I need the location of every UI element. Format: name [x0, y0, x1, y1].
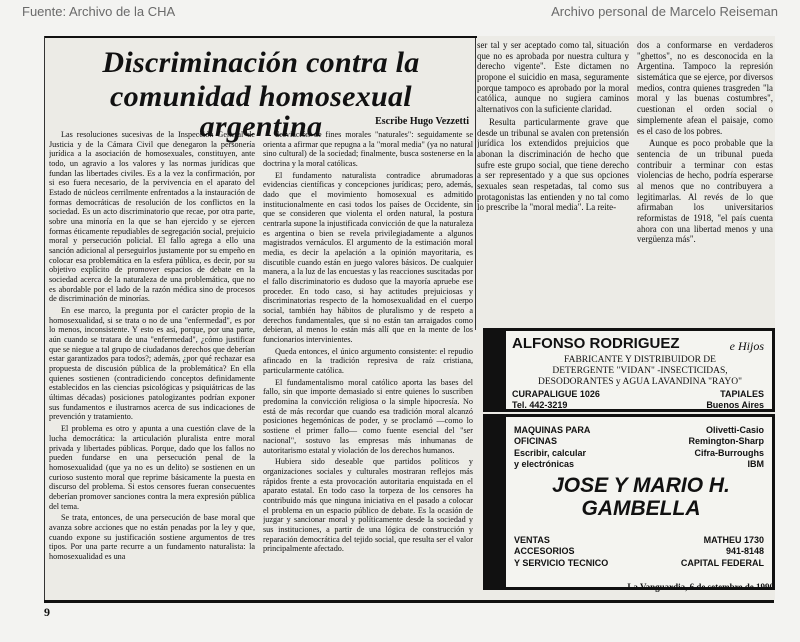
headline-line-1: Discriminación contra la: [102, 46, 420, 79]
dateline: La Vanguardia, 6 de setembre de 1990: [627, 582, 774, 592]
advertisement-alfonso-rodriguez: [483, 328, 775, 412]
column-divider: [475, 38, 476, 330]
ad-address: MATHEU 1730 941-8148 CAPITAL FEDERAL: [680, 535, 764, 568]
ad-decorative-bar: [486, 417, 506, 587]
newspaper-clipping: [44, 36, 775, 600]
ad-description: FABRICANTE Y DISTRIBUIDOR DE DETERGENTE "VIDAN" -INSECTICIDAS, DESODORANTES y AGUA LAVANDINA "RAYO": [538, 355, 742, 387]
paragraph: Hubiera sido deseable que partidos políticos y organizaciones sociales y culturales mostraran reflejos más rápidos frente a esta provocación autoritaria enquistada en el aparato estatal. En todo caso la torpeza de los censores ha contribuido más que ninguna iniciativa en el pasado a colocar el problema en un espacio público de debate. Es la ocasión de juzgar y sancionar moral y políticamente desde la sociedad y sus instituciones, a partir de una lógica de construcción y reparación democrática del tejido social, que resulta ser el valor principalmente afectado.: [263, 457, 473, 554]
advertisement-gambella: [483, 414, 775, 590]
article-column-1: [49, 130, 255, 590]
page-number: 9: [44, 605, 50, 619]
ad-product-list: MAQUINAS PARA OFICINAS Escribir, calcular y electrónicas: [514, 425, 591, 469]
paragraph: Se trata, entonces, de una persecución de base moral que avanza sobre acciones que no están penadas por la ley y que, cuando expone su justificación sostiene argumentos de tres tipos. Por una parte recurre a un fundamento naturalista: la homosexualidad es una: [49, 513, 255, 561]
footer-rule: [44, 600, 774, 603]
article-column-3: [477, 40, 629, 326]
byline: Escribe Hugo Vezzetti: [375, 116, 469, 127]
source-credit-left: Fuente: Archivo de la CHA: [22, 4, 176, 19]
paragraph: Las resoluciones sucesivas de la Inspección General de Justicia y de la Cámara Civil que denegaron la personería jurídica a la asociación de homosexuales, constituyen, ante todo, un agravio a los valores y las normas jurídicas que fundan las libertades civiles. Es a la vez la confirmación, por si eso fuera necesario, de la pervivencia en el aparato del Estado de núcleos cerrilmente enfrentados a la instauración de formas democráticas de resolución de los conflictos en la sociedad. Es un acto discriminatorio que recae, por otra parte, sobre una minoría en la que se han ejercido y se ejercen formas éticamente repudiables de segregación social, prejuicio moral y persecución policial. El fallo agrega a ello una sanción adicional al perseguirlos justamente por su empeño en colocar esa problemática en la esfera pública, es decir, por su objetivo explícito de promover espacios de debate en la sociedad acerca de la naturaleza de una problemática, que no es abordable por el lado de la razón médica sino de procesos de discriminación de minorías.: [49, 130, 255, 304]
paragraph: El fundamentalismo moral católico aporta las bases del fallo, sin que importe demasiado si entre quienes lo suscriben predomina la convicción religiosa o la simple hipocresía. No está de más recordar que cuando esa tradición moral alcanzó posiciones hegemónicas de poder, y se proclamó —como lo sostiene el primer fallo— como fuente esencial del "ser nacional", sostuvo las empresas más inhumanas de autoritarismo estatal y violación de los derechos humanos.: [263, 377, 473, 455]
paragraph: El problema es otro y apunta a una cuestión clave de la lucha democrática: la articulación pluralista entre moral privada y libertades públicas. Porque, dado que los fallos no pueden fundarse en una persecución penal de la homosexualidad (que ya no es un delito) se sostienen en un curioso sustento moral que reprime básicamente la puesta en discurso del problema. Si estos censores fueran consecuentes deberían promover sanciones contra la mera expresión pública del tema.: [49, 424, 255, 511]
paragraph: Queda entonces, el único argumento consistente: el repudio afincado en la tradición represiva de raíz cristiana, particularmente católica.: [263, 346, 473, 376]
ad-address: CURAPALIGUE 1026 Tel. 442-3219: [512, 389, 600, 410]
paragraph: Aunque es poco probable que la sentencia de un tribunal pueda contribuir a terminar con estas violencias de hecho, podría esperarse al menos que no contribuyera a legitimarlas. Al revés de lo que afirmaban los universitarios reformistas de 1918, "el país cuenta ahora con una libertad menos y una vergüenza más".: [637, 138, 773, 245]
ad-decorative-bar: [486, 331, 506, 409]
paragraph: Resulta particularmente grave que desde un tribunal se avalen con pretensión jurídica los extendidos prejuicios que abonan la discriminación de hecho que sufre este grupo social, que tiene derecho a ser representado y a que sus opciones sexuales sean respetadas, tal como sus protagonistas las entienden y no tal como lo prescribe la "moral media". La reite-: [477, 116, 629, 213]
headline-line-2: comunidad homosexual argentina: [110, 80, 412, 143]
ad-tagline: e Hijos: [729, 339, 764, 353]
ad-company-name: JOSE Y MARIO H. GAMBELLA: [552, 474, 730, 520]
ad-company-name: ALFONSO RODRIGUEZ: [512, 335, 680, 352]
paragraph: dos a conformarse en verdaderos "ghettos", no es desconocida en la Argentina. Tampoco la represión sistemática que se ejerce, por diversos medios, contra quienes trasgreden "la moral y las buenas costumbres", cuestionan el orden social o simplemente afean el paisaje, como es el caso de los pobres.: [637, 40, 773, 136]
article-column-4: [637, 40, 773, 320]
paragraph: desviación de fines morales "naturales": seguidamente se orienta a afirmar que repugna a la "moral media" (ya no natural sino cultural) de la sociedad; finalmente, busca sostenerse en la doctrina y la moral católicas.: [263, 130, 473, 169]
paragraph: En ese marco, la pregunta por el carácter propio de la homosexualidad, si se trata o no de una "enfermedad", es por lo menos, inconsistente. Y esto es así, porque, por una parte, aún cuando se tratara de una "enfermedad", ¿cómo justificar que se niegue a tal grupo de ciudadanos derechos que deberían estar garantizados para todos?; además, ¿por qué rechazar esa propuesta de discusión pública de la problemática? En ella quienes sostienen (contradiciendo conceptos definidamente establecidos en las ciencias psicológicas y psiquiátricas de las últimas décadas) posiciones patologizantes podrían exponer sus fundamentos e ilustrarnos acerca de sus indicaciones de prevención y tratamiento.: [49, 306, 255, 422]
ad-services: VENTAS ACCESORIOS Y SERVICIO TECNICO: [514, 535, 609, 568]
paragraph: ser tal y ser aceptado como tal, situación que no es aprobada por nuestra cultura y derecho vigente". Este dictamen no propone el suicidio en masa, seguramente porque tampoco es aprobado por la moral católica, aunque no sugiera caminos alternativos con la suficiente claridad.: [477, 40, 629, 115]
article-column-2: [263, 130, 473, 590]
paragraph: El fundamento naturalista contradice abrumadoras evidencias científicas y concepciones jurídicas; pero, además, dado que el movimiento homosexual es admitido institucionalmente en casi todos los países de Occidente, sin que se consideren que violenta el orden natural, la postura centrarla supone la injustificada convicción de que la naturaleza es argentina o bien se revela privilegiadamente a algunos magistrados vernáculos. El argumento de la estimación moral media, es decir la apelación a la opinión mayoritaria, es discutible cuando están en juego valores básicos. De cualquier manera, a la luz de las encuestas y las reacciones suscitadas por el fallo discriminatorio es dudoso que la mayoría apruebe ese proceder. En todo caso, si hay actitudes prejuiciosas y discriminatorias respecto de la homosexualidad en el cuerpo social, también hay hábitos de pluralismo y de respeto a derechos fundamentales, que si no están tan arraigados como debieran, al menos lo están más allí que en la mente de los funcionarios intervinientes.: [263, 170, 473, 345]
ad-city: TAPIALES Buenos Aires: [706, 389, 764, 410]
source-credit-right: Archivo personal de Marcelo Reiseman: [551, 4, 778, 19]
ad-brand-list: Olivetti-Casio Remington-Sharp Cifra-Burroughs IBM: [688, 425, 764, 469]
title-rule: [45, 36, 477, 38]
